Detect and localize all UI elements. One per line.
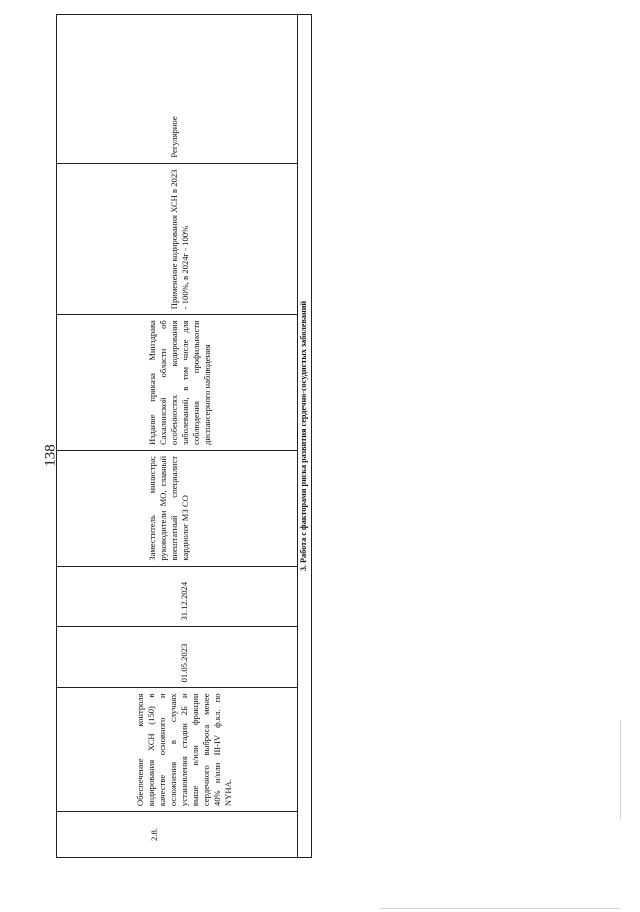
cell-responsible: Заместитель министра; руководители МО, главный внештатный специалист кардиолог МЗ СО xyxy=(57,450,297,566)
cell-document: Издание приказа Минздрава Сахалинской области об особенностях кодирования заболеваний, в том числе для соблюдения профильности диспансерного наблюдения xyxy=(57,314,297,450)
cell-result: Применение кодирования ХСН в 2023 - 100%, в 2024г - 100% xyxy=(57,163,297,315)
cell-periodicity: Регулярное xyxy=(169,116,179,158)
cell-activity: Обеспечение контроля кодирования ХСН (150) в качестве основного и осложнения в случаях установления стадии 2Б и выше и/или фракции сердечного выброса менее 40% и/или III-IV ф.кл. по NYHA. xyxy=(57,687,297,811)
section-heading-row xyxy=(298,14,312,858)
rotated-table xyxy=(56,14,312,858)
scan-artifact xyxy=(380,908,620,909)
page-number: 138 xyxy=(42,444,59,467)
cell-end-date: 31.12.2024 xyxy=(57,566,297,626)
table-row xyxy=(56,14,298,858)
cell-number: 2.8. xyxy=(57,811,297,857)
section-title: 3. Работа с факторами риска развития сердечно-сосудистых заболеваний xyxy=(299,300,309,572)
cell-start-date: 01.05.2023 xyxy=(57,626,297,688)
scan-artifact xyxy=(620,720,621,820)
